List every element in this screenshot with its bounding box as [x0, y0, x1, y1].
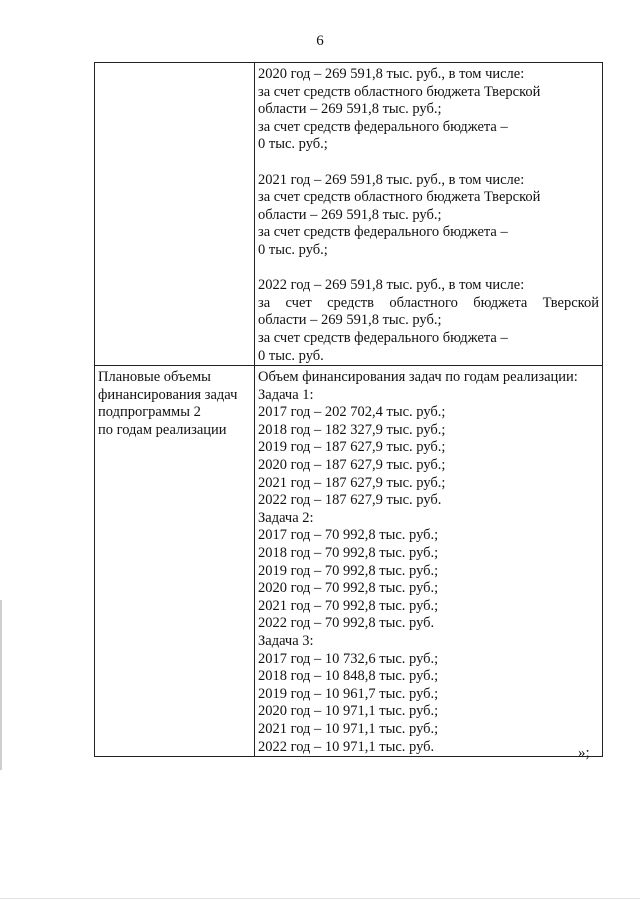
- task-funding-intro: Объем финансирования задач по годам реализации:: [258, 369, 578, 386]
- year-2022-regional-line2: области – 269 591,8 тыс. руб.;: [258, 312, 442, 329]
- task-2-2017: 2017 год – 70 992,8 тыс. руб.;: [258, 527, 439, 544]
- year-2022-federal-line2: 0 тыс. руб.: [258, 347, 324, 364]
- row2-label-line1: Плановые объемы: [98, 369, 211, 386]
- year-2020-regional-line2: области – 269 591,8 тыс. руб.;: [258, 101, 442, 118]
- row2-right-cell: [255, 366, 603, 757]
- task-1-2019: 2019 год – 187 627,9 тыс. руб.;: [258, 439, 446, 456]
- task-2-2019: 2019 год – 70 992,8 тыс. руб.;: [258, 562, 439, 579]
- year-2021-federal-line1: за счет средств федерального бюджета –: [258, 224, 508, 241]
- task-1-2021: 2021 год – 187 627,9 тыс. руб.;: [258, 474, 446, 491]
- row1-right-cell: [255, 63, 603, 366]
- task-1-2022: 2022 год – 187 627,9 тыс. руб.: [258, 492, 442, 509]
- scan-edge-mark: [0, 600, 2, 770]
- task-3-2020: 2020 год – 10 971,1 тыс. руб.;: [258, 703, 439, 720]
- task-2-2022: 2022 год – 70 992,8 тыс. руб.: [258, 615, 435, 632]
- task-2-title: Задача 2:: [258, 509, 314, 526]
- task-3-2022: 2022 год – 10 971,1 тыс. руб.: [258, 738, 435, 755]
- row2-label-line2: финансирования задач: [98, 386, 238, 403]
- scan-bottom-edge: [0, 898, 640, 899]
- task-2-2018: 2018 год – 70 992,8 тыс. руб.;: [258, 545, 439, 562]
- page-number: 6: [316, 33, 324, 49]
- task-2-2021: 2021 год – 70 992,8 тыс. руб.;: [258, 597, 439, 614]
- row2-label-line3: подпрограммы 2: [98, 404, 201, 421]
- year-2020-federal-line2: 0 тыс. руб.;: [258, 136, 328, 153]
- row1-left-cell: [95, 63, 255, 366]
- funding-table: [94, 62, 603, 757]
- year-2020-federal-line1: за счет средств федерального бюджета –: [258, 118, 508, 135]
- table-row-funding-by-year: [95, 63, 603, 366]
- year-2020-regional-line1: за счет средств областного бюджета Тверской: [258, 83, 541, 100]
- task-1-2020: 2020 год – 187 627,9 тыс. руб.;: [258, 457, 446, 474]
- closing-quote-mark: »;: [578, 745, 590, 761]
- spacer: [258, 260, 599, 278]
- year-2022-federal-line1: за счет средств федерального бюджета –: [258, 329, 508, 346]
- task-2-2020: 2020 год – 70 992,8 тыс. руб.;: [258, 580, 439, 597]
- year-2021-regional-line1: за счет средств областного бюджета Тверской: [258, 189, 541, 206]
- task-3-2019: 2019 год – 10 961,7 тыс. руб.;: [258, 685, 439, 702]
- year-2022-total: 2022 год – 269 591,8 тыс. руб., в том числе:: [258, 277, 525, 294]
- year-2021-total: 2021 год – 269 591,8 тыс. руб., в том числе:: [258, 171, 525, 188]
- year-2021-regional-line2: области – 269 591,8 тыс. руб.;: [258, 206, 442, 223]
- task-3-2018: 2018 год – 10 848,8 тыс. руб.;: [258, 668, 439, 685]
- task-1-2018: 2018 год – 182 327,9 тыс. руб.;: [258, 421, 446, 438]
- row2-label-line4: по годам реализации: [98, 421, 227, 438]
- task-3-2021: 2021 год – 10 971,1 тыс. руб.;: [258, 720, 439, 737]
- table-row-planned-task-funding: [95, 366, 603, 757]
- task-3-title: Задача 3:: [258, 633, 314, 649]
- spacer: [258, 154, 599, 172]
- row2-left-cell: [95, 366, 255, 757]
- year-2020-total: 2020 год – 269 591,8 тыс. руб., в том числе:: [258, 66, 525, 82]
- year-2021-federal-line2: 0 тыс. руб.;: [258, 241, 328, 258]
- task-1-title: Задача 1:: [258, 386, 314, 403]
- task-1-2017: 2017 год – 202 702,4 тыс. руб.;: [258, 404, 446, 421]
- year-2022-regional-line1: за счет средств областного бюджета Тверской: [258, 294, 599, 311]
- task-3-2017: 2017 год – 10 732,6 тыс. руб.;: [258, 650, 439, 667]
